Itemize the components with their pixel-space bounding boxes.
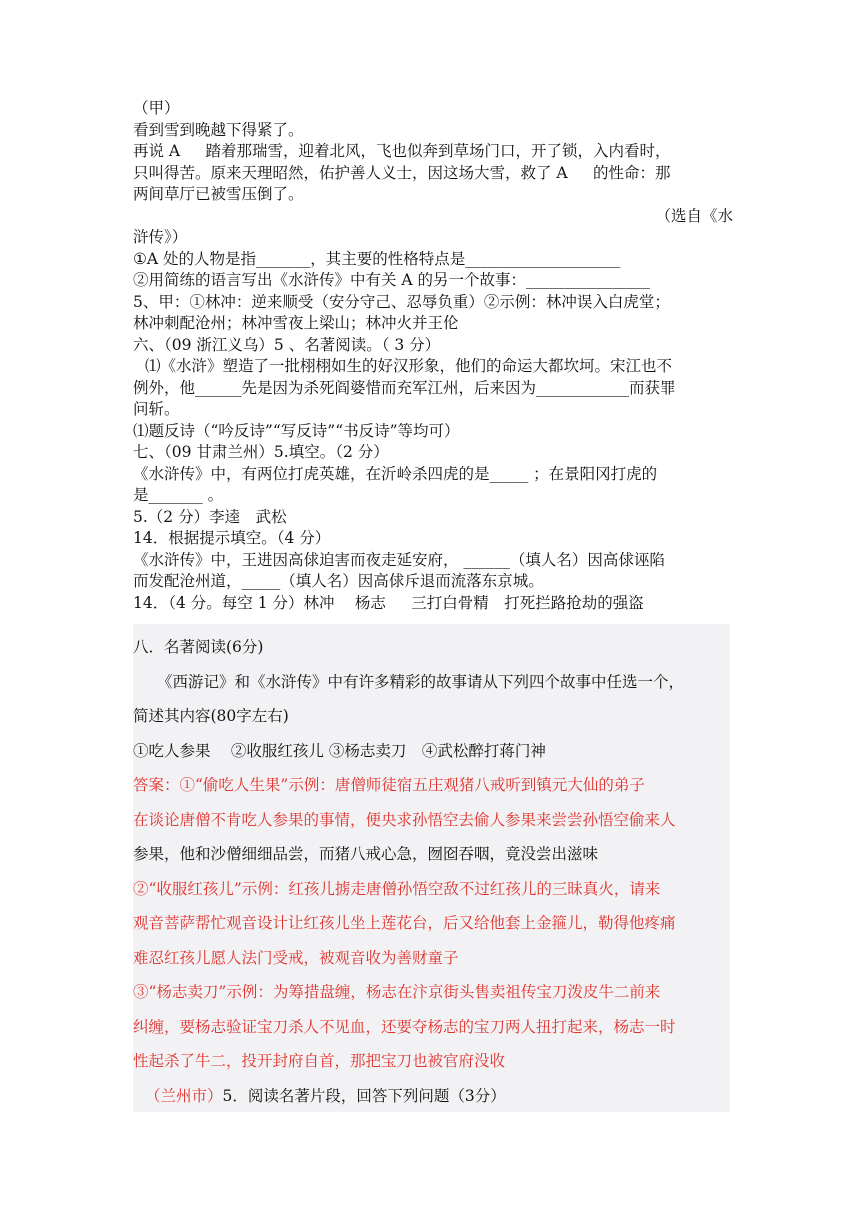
answer-line: ②“收服红孩儿”示例：红孩儿掳走唐僧孙悟空敌不过红孩儿的三昧真火，请来: [133, 879, 661, 898]
question-line: [133, 1079, 730, 1114]
answer-line: 观音菩萨帮忙观音设计让红孩儿坐上莲花台，后又给他套上金箍儿，勒得他疼痛: [133, 914, 676, 932]
text-line: 问斩。: [133, 400, 180, 418]
text-line: （甲）: [133, 99, 180, 117]
text-line: 《水浒传》中，有两位打虎英雄，在沂岭杀四虎的是_____ ；在景阳冈打虎的: [133, 464, 658, 483]
text-line: 5、甲：①林冲：逆来顺受（安分守己、忍辱负重）②示例：林冲误入白虎堂；: [133, 292, 670, 311]
answer-line: 纠缠，要杨志验证宝刀杀人不见血，还要夺杨志的宝刀两人扭打起来，杨志一时: [133, 1017, 676, 1036]
section-heading: 八．名著阅读(6分): [133, 638, 264, 656]
text-line: 简述其内容(80字左右): [133, 707, 289, 725]
text-line: ⑴题反诗（“吟反诗”“写反诗”“书反诗”等均可）: [133, 421, 460, 440]
text-line: 林冲刺配沧州；林冲雪夜上梁山；林冲火并王伦: [133, 314, 459, 332]
answer-line: 难忍红孩儿愿人法门受戒，被观音收为善财童子: [133, 948, 459, 967]
text-line: 参果，他和沙僧细细品尝，而猪八戒心急，囫囵吞咽，竟没尝出滋味: [133, 845, 599, 863]
answer-line: 在谈论唐僧不肯吃人参果的事情，便央求孙悟空去偷人参果来尝尝孙悟空偷来人: [133, 810, 676, 829]
text-line: 是_______ 。: [133, 486, 224, 504]
text-line: 14．根据提示填空。（4 分）: [133, 529, 331, 547]
text-line: 《水浒传》中，王进因高俅迫害而夜走延安府， ______（填人名）因高俅诬陷: [133, 550, 665, 569]
source-label: （兰州市）: [145, 1086, 223, 1105]
answer-line: ③“杨志卖刀”示例：为筹措盘缠，杨志在汴京街头售卖祖传宝刀泼皮牛二前来: [133, 983, 661, 1001]
text-line: （选自《水: [655, 206, 733, 225]
text-line: 《西游记》和《水浒传》中有许多精彩的故事请从下列四个故事中任选一个，: [157, 672, 685, 691]
answer-line: 性起杀了牛二，投开封府自首，那把宝刀也被官府没收: [133, 1052, 506, 1070]
text-line: 只叫得苦。原来天理昭然，佑护善人义士，因这场大雪，救了 A 的性命：那: [133, 163, 671, 182]
lower-text-block: [133, 630, 730, 1113]
upper-text-block: [133, 98, 733, 614]
text-line: ②用简练的语言写出《水浒传》中有关 A 的另一个故事：________________: [133, 271, 651, 289]
text-line: 而发配沧州道，_____（填人名）因高俅斥退而流落东京城。: [133, 572, 544, 590]
text-line: 5.（2 分）李逵 武松: [133, 507, 287, 526]
text-line: 例外，他______先是因为杀死阎婆惜而充军江州，后来因为____________而获罪: [133, 378, 676, 397]
answer-line: 答案：①“偷吃人生果”示例：唐僧师徒宿五庄观猪八戒听到镇元大仙的弟子: [133, 776, 645, 794]
text-line: ①A 处的人物是指_______，其主要的性格特点是____________________: [133, 249, 621, 268]
text-line: 浒传》）: [133, 228, 188, 246]
text-line: ①吃人参果 ②收服红孩儿 ③杨志卖刀 ④武松醉打蒋门神: [133, 741, 546, 760]
text-line: 再说 A 踏着那瑞雪，迎着北风，飞也似奔到草场门口，开了锁，入内看时，: [133, 142, 671, 160]
text-line: 七、（09 甘肃兰州）5.填空。（2 分）: [133, 443, 389, 461]
text-line: ⑴《水浒》塑造了一批栩栩如生的好汉形象，他们的命运大都坎坷。宋江也不: [145, 357, 673, 375]
text-line: 两间草厅已被雪压倒了。: [133, 185, 304, 203]
question-text: 5．阅读名著片段，回答下列问题（3分）: [222, 1086, 506, 1105]
text-line: 14．（4 分。每空 1 分）林冲 杨志 三打白骨精 打死拦路抢劫的强盗: [133, 593, 644, 612]
text-line: 看到雪到晚越下得紧了。: [133, 120, 304, 139]
text-line: 六、（09 浙江义乌）5 、名著阅读。（ 3 分）: [133, 335, 441, 354]
